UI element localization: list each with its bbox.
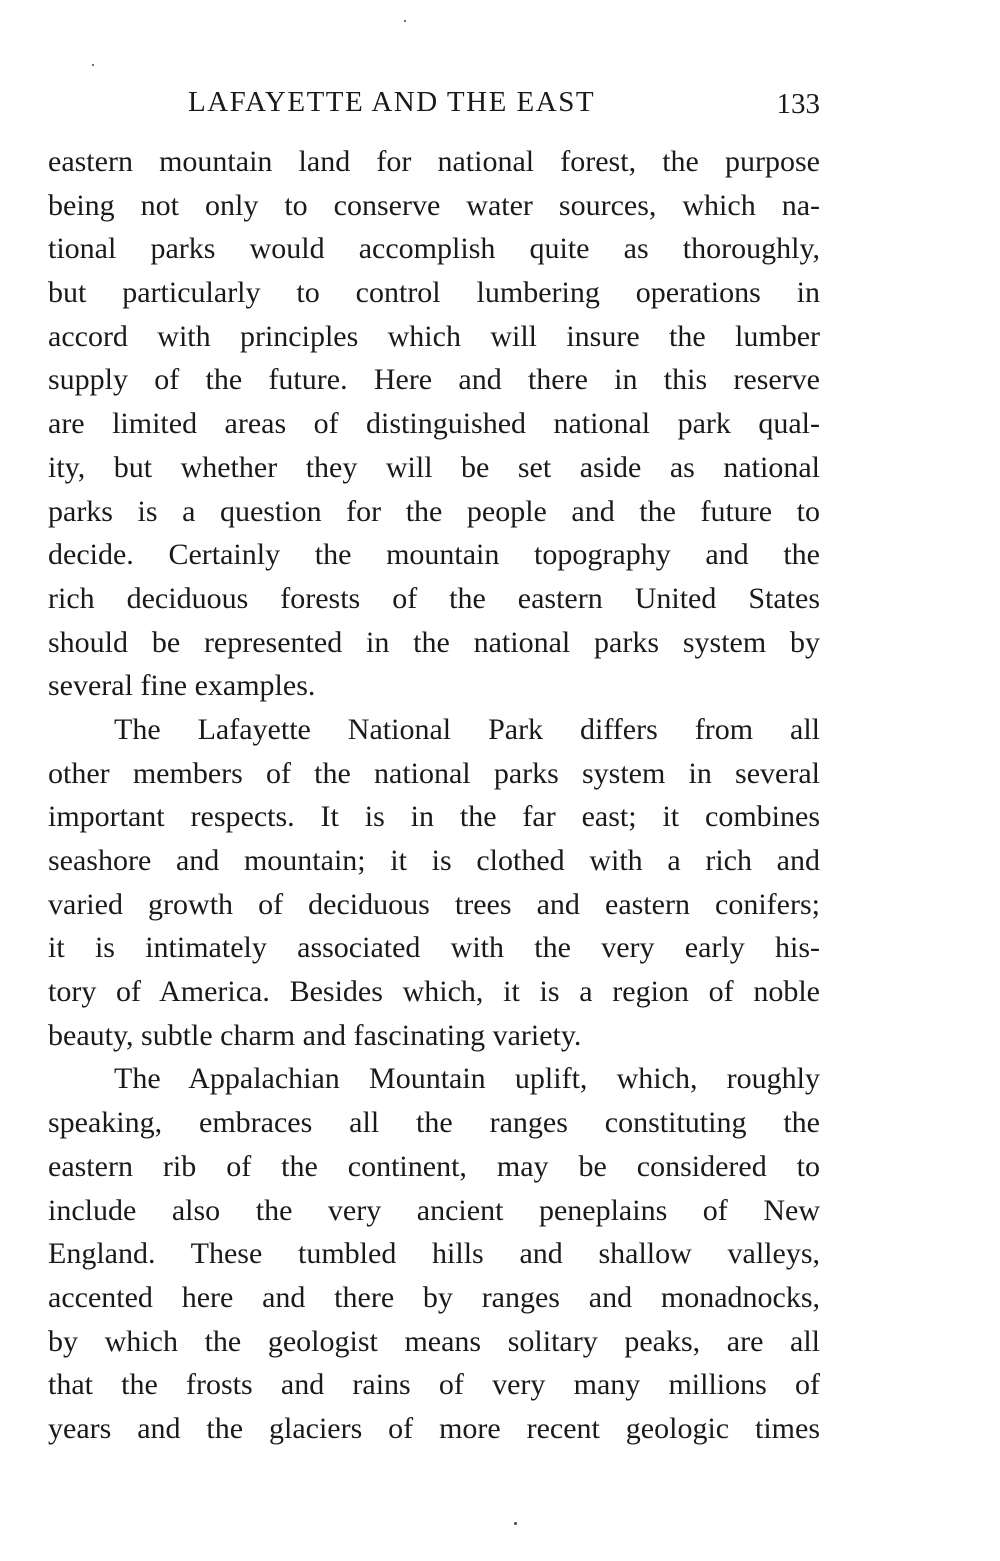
text-line: tory of America. Besides which, it is a region of noble [48, 975, 820, 1009]
text-line: include also the very ancient peneplains of New [48, 1193, 820, 1227]
running-title: LAFAYETTE AND THE EAST [188, 86, 596, 118]
text-line: supply of the future. Here and there in this reserve [48, 363, 820, 397]
text-line: that the frosts and rains of very many millions of [48, 1368, 820, 1402]
text-line: The Lafayette National Park differs from all [114, 712, 820, 746]
text-line: speaking, embraces all the ranges constituting the [48, 1106, 820, 1140]
text-line: rich deciduous forests of the eastern United States [48, 581, 820, 615]
text-line: but particularly to control lumbering operations in [48, 276, 820, 310]
body-text [48, 140, 820, 1451]
page-number: 133 [776, 88, 820, 120]
paragraph [48, 708, 820, 1058]
text-line: being not only to conserve water sources, which na- [48, 188, 820, 222]
print-speck [92, 64, 94, 66]
paragraph [48, 140, 820, 708]
text-line: by which the geologist means solitary peaks, are all [48, 1324, 820, 1358]
text-line: parks is a question for the people and the future to [48, 494, 820, 528]
text-line: beauty, subtle charm and fascinating variety. [48, 1018, 582, 1052]
text-line: accented here and there by ranges and monadnocks, [48, 1280, 820, 1314]
text-line: England. These tumbled hills and shallow valleys, [48, 1237, 820, 1271]
text-line: important respects. It is in the far east; it combines [48, 800, 820, 834]
text-line: decide. Certainly the mountain topography and the [48, 538, 820, 572]
text-line: eastern mountain land for national forest, the purpose [48, 145, 820, 178]
text-line: varied growth of deciduous trees and eastern conifers; [48, 887, 820, 921]
text-line: eastern rib of the continent, may be considered to [48, 1149, 820, 1183]
text-line: are limited areas of distinguished national park qual- [48, 407, 820, 441]
print-speck [404, 20, 406, 22]
text-line: should be represented in the national parks system by [48, 625, 820, 659]
text-line: it is intimately associated with the very early his- [48, 931, 820, 965]
text-line: tional parks would accomplish quite as thoroughly, [48, 232, 820, 266]
running-head [48, 82, 820, 122]
text-line: accord with principles which will insure the lumber [48, 319, 820, 353]
text-line: seashore and mountain; it is clothed with a rich and [48, 844, 820, 877]
text-line: other members of the national parks system in several [48, 756, 820, 790]
text-line: years and the glaciers of more recent geologic times [48, 1411, 820, 1445]
print-speck [514, 1522, 517, 1525]
text-line: The Appalachian Mountain uplift, which, roughly [114, 1062, 820, 1096]
text-line: several fine examples. [48, 669, 316, 703]
text-line: ity, but whether they will be set aside as national [48, 450, 820, 484]
paragraph [48, 1057, 820, 1450]
